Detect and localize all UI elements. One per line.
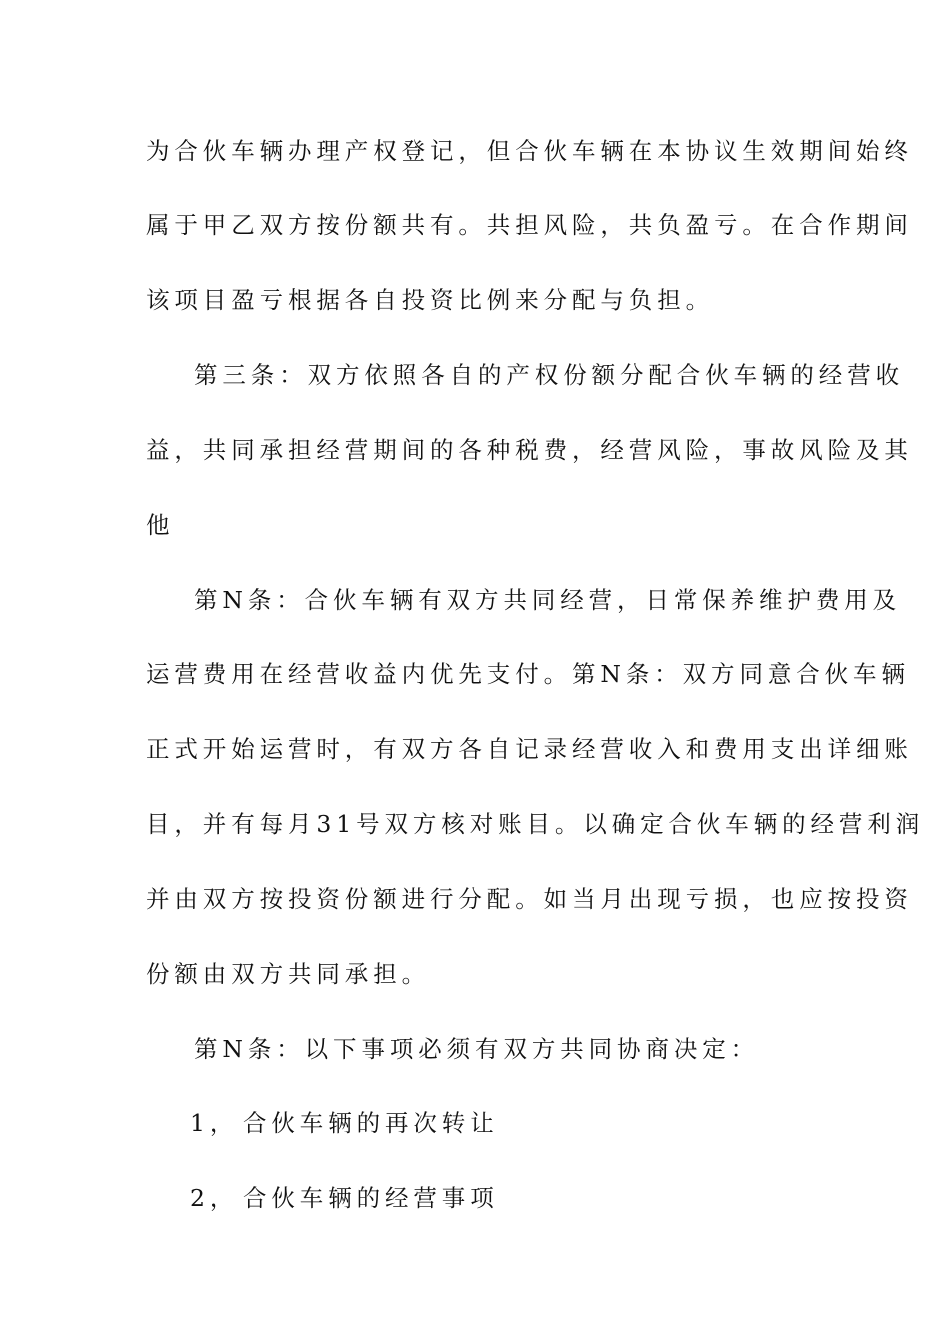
text-line: 运营费用在经营收益内优先支付。第N条：双方同意合伙车辆: [146, 660, 910, 688]
text-line: 正式开始运营时，有双方各自记录经营收入和费用支出详细账: [146, 735, 913, 763]
text-line: 并由双方按投资份额进行分配。如当月出现亏损，也应按投资: [146, 885, 913, 913]
text-line: 目，并有每月31号双方核对账目。以确定合伙车辆的经营利润: [146, 810, 925, 838]
list-item-text: 合伙车辆的再次转让: [243, 1109, 499, 1137]
article-n-line: 第N条：以下事项必须有双方共同协商决定：: [194, 1035, 760, 1063]
text-line: 份额由双方共同承担。: [146, 960, 430, 988]
list-item-number: 1，: [190, 1109, 239, 1137]
text-line: 益，共同承担经营期间的各种税费，经营风险，事故风险及其: [146, 436, 913, 464]
text-line: 属于甲乙双方按份额共有。共担风险，共负盈亏。在合作期间: [146, 211, 913, 239]
list-item-text: 合伙车辆的经营事项: [243, 1184, 499, 1212]
text-line: 他: [146, 511, 175, 539]
article-3-line: 第三条：双方依照各自的产权份额分配合伙车辆的经营收: [194, 361, 904, 389]
article-n-line: 第N条：合伙车辆有双方共同经营，日常保养维护费用及: [194, 586, 902, 614]
text-line: 该项目盈亏根据各自投资比例来分配与负担。: [146, 286, 714, 314]
text-line: 为合伙车辆办理产权登记，但合伙车辆在本协议生效期间始终: [146, 137, 913, 165]
list-item-number: 2，: [190, 1184, 239, 1212]
